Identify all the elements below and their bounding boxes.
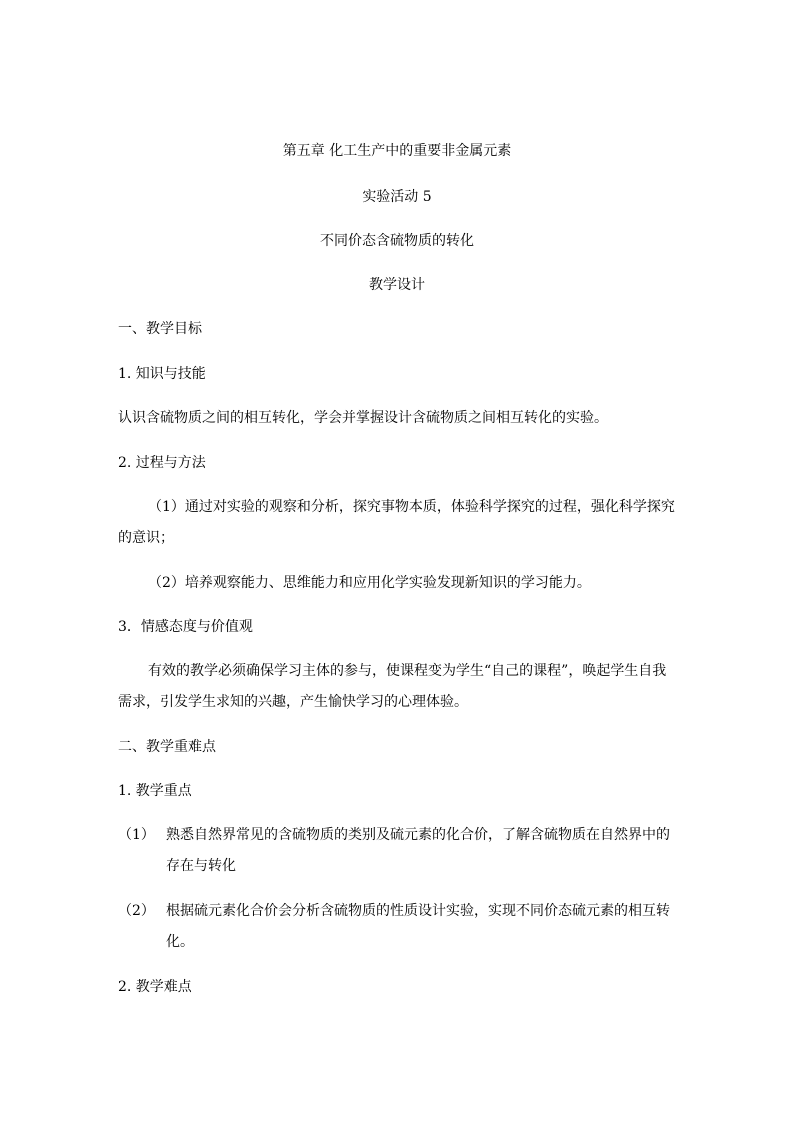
section-heading-objectives: 一、教学目标	[118, 321, 202, 337]
paragraph-attitude-line2: 需求，引发学生求知的兴趣，产生愉快学习的心理体验。	[118, 694, 468, 710]
paragraph-process-1-line2: 的意识；	[118, 530, 174, 546]
chapter-title: 第五章 化工生产中的重要非金属元素	[282, 143, 512, 159]
section-heading-key-points: 二、教学重难点	[118, 739, 216, 755]
paragraph-process-2: （2）培养观察能力、思维能力和应用化学实验发现新知识的学习能力。	[148, 575, 591, 591]
subheading-difficulty: 2. 教学难点	[118, 979, 192, 995]
paragraph-attitude-line1: 有效的教学必须确保学习主体的参与，使课程变为学生“自己的课程”，唤起学生自我	[148, 663, 667, 679]
key-item-2-line2: 化。	[166, 934, 194, 950]
key-item-1-line2: 存在与转化	[166, 858, 236, 874]
topic-title: 不同价态含硫物质的转化	[320, 233, 474, 249]
design-title: 教学设计	[369, 277, 425, 293]
subheading-knowledge: 1. 知识与技能	[118, 366, 206, 382]
subheading-key: 1. 教学重点	[118, 783, 192, 799]
key-item-1-line1: 熟悉自然界常见的含硫物质的类别及硫元素的化合价，了解含硫物质在自然界中的	[166, 827, 670, 843]
subheading-attitude: 3．情感态度与价值观	[118, 619, 253, 635]
key-item-1-number: （1）	[118, 827, 155, 843]
subheading-process: 2. 过程与方法	[118, 455, 206, 471]
key-item-2-number: （2）	[118, 903, 155, 919]
activity-title: 实验活动 5	[362, 189, 432, 205]
paragraph-process-1-line1: （1）通过对实验的观察和分析，探究事物本质，体验科学探究的过程，强化科学探究	[148, 499, 675, 515]
key-item-2-line1: 根据硫元素化合价会分析含硫物质的性质设计实验，实现不同价态硫元素的相互转	[166, 903, 670, 919]
paragraph-knowledge: 认识含硫物质之间的相互转化，学会并掌握设计含硫物质之间相互转化的实验。	[118, 410, 608, 426]
